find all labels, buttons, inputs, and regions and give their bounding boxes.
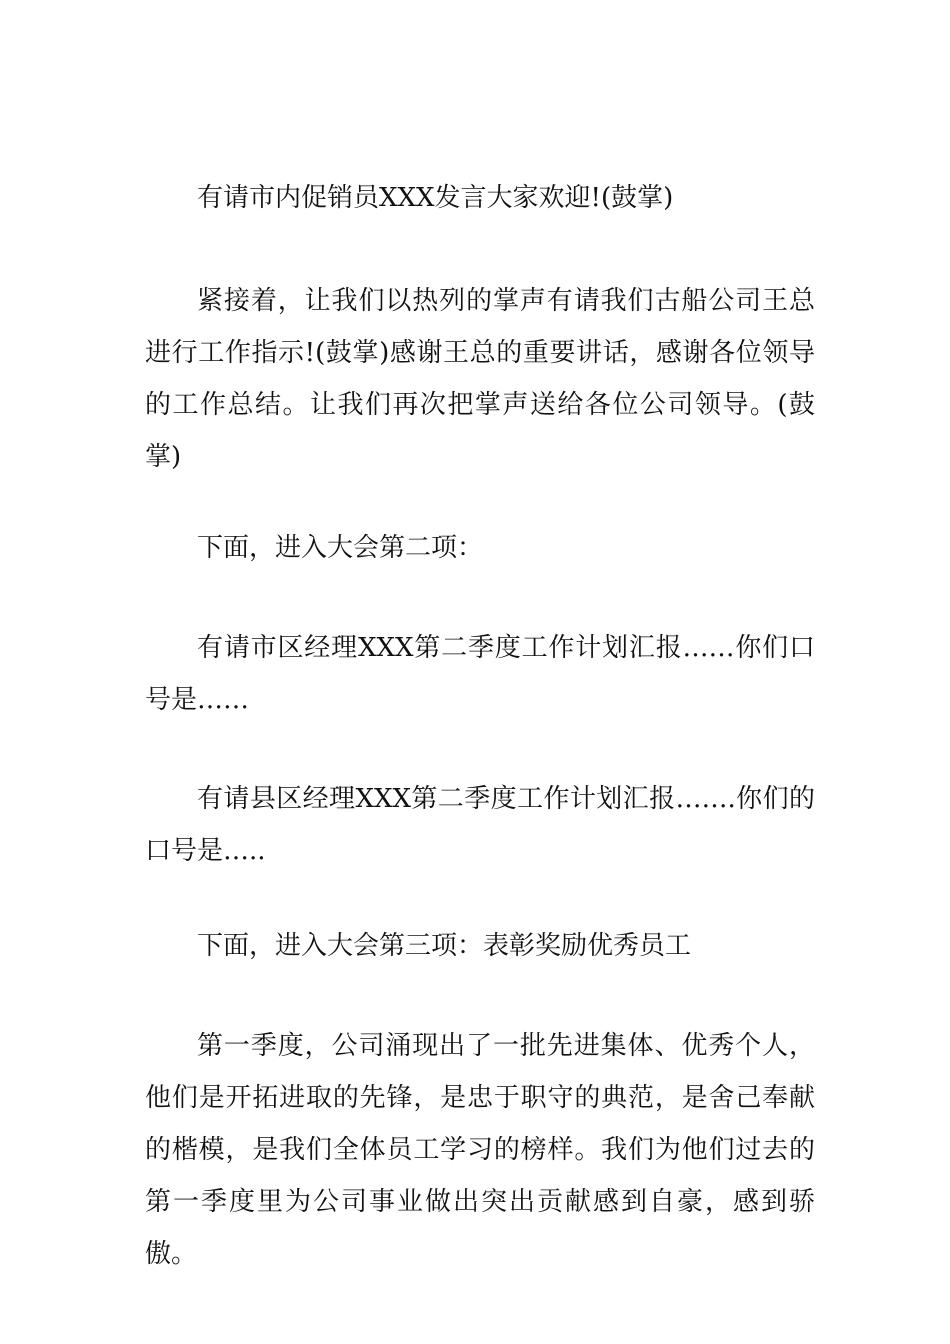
- paragraph-agenda-item-two: 下面，进入大会第二项：: [197, 533, 484, 563]
- paragraph-city-manager-report: 有请市区经理XXX第二季度工作计划汇报……你们口号是……: [145, 633, 815, 715]
- paragraph-invite-promoter: 有请市内促销员XXX发言大家欢迎!(鼓掌): [197, 183, 674, 213]
- paragraph-first-quarter-praise: 第一季度，公司涌现出了一批先进集体、优秀个人，他们是开拓进取的先锋，是忠于职守的典范，是舍己奉献的楷模，是我们全体员工学习的榜样。我们为他们过去的第一季度里为公司事业做出突出贡献感到自豪，感到骄傲。: [145, 1031, 815, 1269]
- paragraph-agenda-item-three: 下面，进入大会第三项：表彰奖励优秀员工: [197, 931, 692, 961]
- paragraph-county-manager-report: 有请县区经理XXX第二季度工作计划汇报…….你们的口号是…..: [145, 784, 815, 866]
- paragraph-invite-general-manager: 紧接着，让我们以热列的掌声有请我们古船公司王总进行工作指示!(鼓掌)感谢王总的重要讲话，感谢各位领导的工作总结。让我们再次把掌声送给各位公司领导。(鼓掌): [145, 286, 815, 472]
